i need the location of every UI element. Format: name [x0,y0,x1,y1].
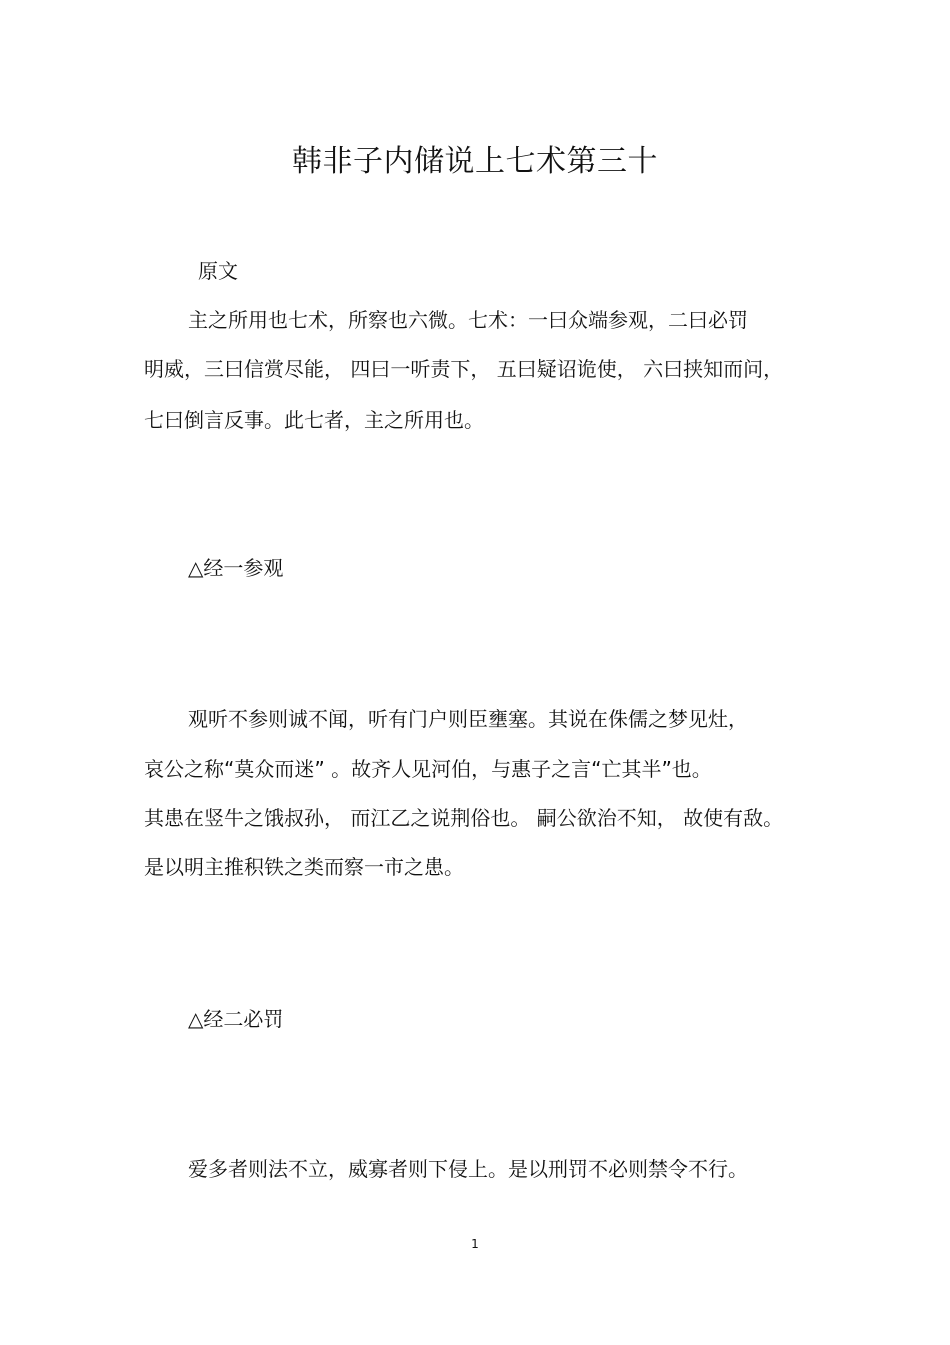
intro-line-1: 主之所用也七术，所察也六微。七术：一曰众端参观，二曰必罚 [188,308,748,332]
intro-line-2: 明威，三曰信赏尽能， 四曰一听责下， 五曰疑诏诡使， 六曰挟知而问， [144,357,784,381]
intro-line-3: 七曰倒言反事。此七者，主之所用也。 [144,408,484,432]
section-label: 原文 [198,259,238,283]
para-1-line-1: 观听不参则诚不闻，听有门户则臣壅塞。其说在侏儒之梦见灶， [188,707,748,731]
section-heading-2: △经二必罚 [188,1007,284,1031]
section-heading-1: △经一参观 [188,556,284,580]
page-number: 1 [471,1237,479,1251]
para-1-line-4: 是以明主推积铁之类而察一市之患。 [144,855,464,879]
para-1-line-2: 哀公之称“莫众而迷” 。故齐人见河伯，与惠子之言“亡其半”也。 [144,757,712,781]
document-title: 韩非子内储说上七术第三十 [292,144,658,179]
para-2-line-1: 爱多者则法不立，威寡者则下侵上。是以刑罚不必则禁令不行。 [188,1157,748,1181]
para-1-line-3: 其患在竖牛之饿叔孙， 而江乙之说荆俗也。 嗣公欲治不知， 故使有敌。 [144,806,784,830]
